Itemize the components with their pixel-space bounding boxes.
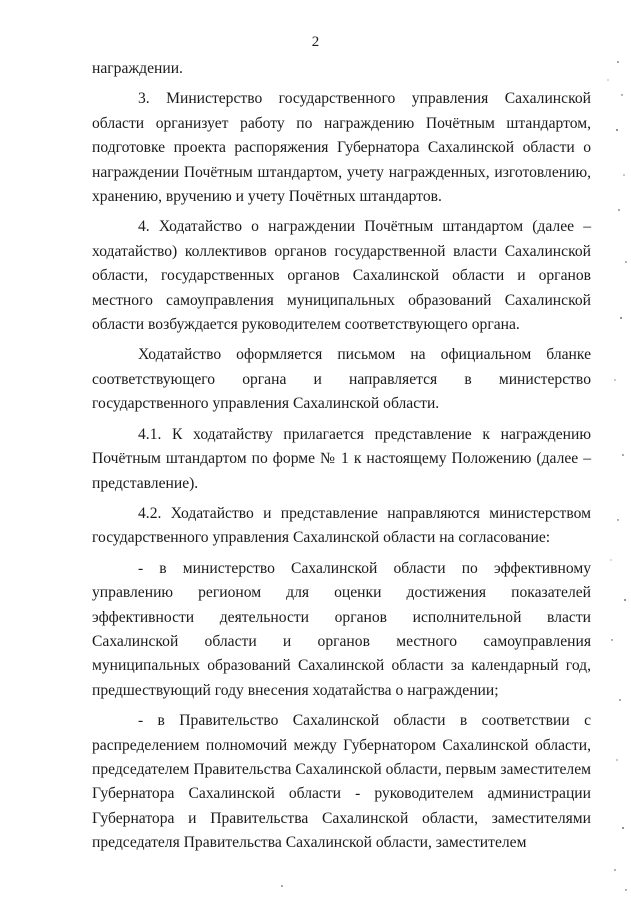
- paragraph-item-4-1: 4.1. К ходатайству прилагается представление к награждению Почётным штандартом по форме № 1 к настоящему Положению (далее – представление).: [92, 425, 591, 492]
- paragraph-item-4-2: 4.2. Ходатайство и представление направляются министерством государственного управления Сахалинской области на согласование:: [92, 504, 591, 547]
- page-number: 2: [311, 34, 320, 50]
- list-item-government: - в Правительство Сахалинской области в соответствии с распределением полномочий между Губернатором Сахалинской области, председателем Правительства Сахалинской области, первым заместителем Губернатора Сахалинской области - руководителем администрации Губернатора и Правительства Сахалинской области, заместителями председателя Правительства Сахалинской области, заместителем: [92, 712, 591, 852]
- list-item-ministry: - в министерство Сахалинской области по эффективному управлению регионом для оценки достижения показателей эффективности деятельности органов исполнительной власти Сахалинской области и органов местного самоуправления муниципальных образований Сахалинской области за календарный год, предшествующий году внесения ходатайства о награждении;: [92, 559, 591, 699]
- paragraph-continuation: награждении.: [92, 60, 183, 77]
- paragraph-item-4: 4. Ходатайство о награждении Почётным штандартом (далее – ходатайство) коллективов органов государственной власти Сахалинской области, государственных органов Сахалинской области и органов местного самоуправления муниципальных образований Сахалинской области возбуждается руководителем соответствующего органа.: [92, 218, 591, 334]
- paragraph-petition-format: Ходатайство оформляется письмом на официальном бланке соответствующего органа и направляется в министерство государственного управления Сахалинской области.: [92, 346, 591, 413]
- paragraph-item-3: 3. Министерство государственного управления Сахалинской области организует работу по награждению Почётным штандартом, подготовке проекта распоряжения Губернатора Сахалинской области о награждении Почётным штандартом, учету награжденных, изготовлению, хранению, вручению и учету Почётных штандартов.: [92, 90, 591, 206]
- document-body: [92, 57, 591, 856]
